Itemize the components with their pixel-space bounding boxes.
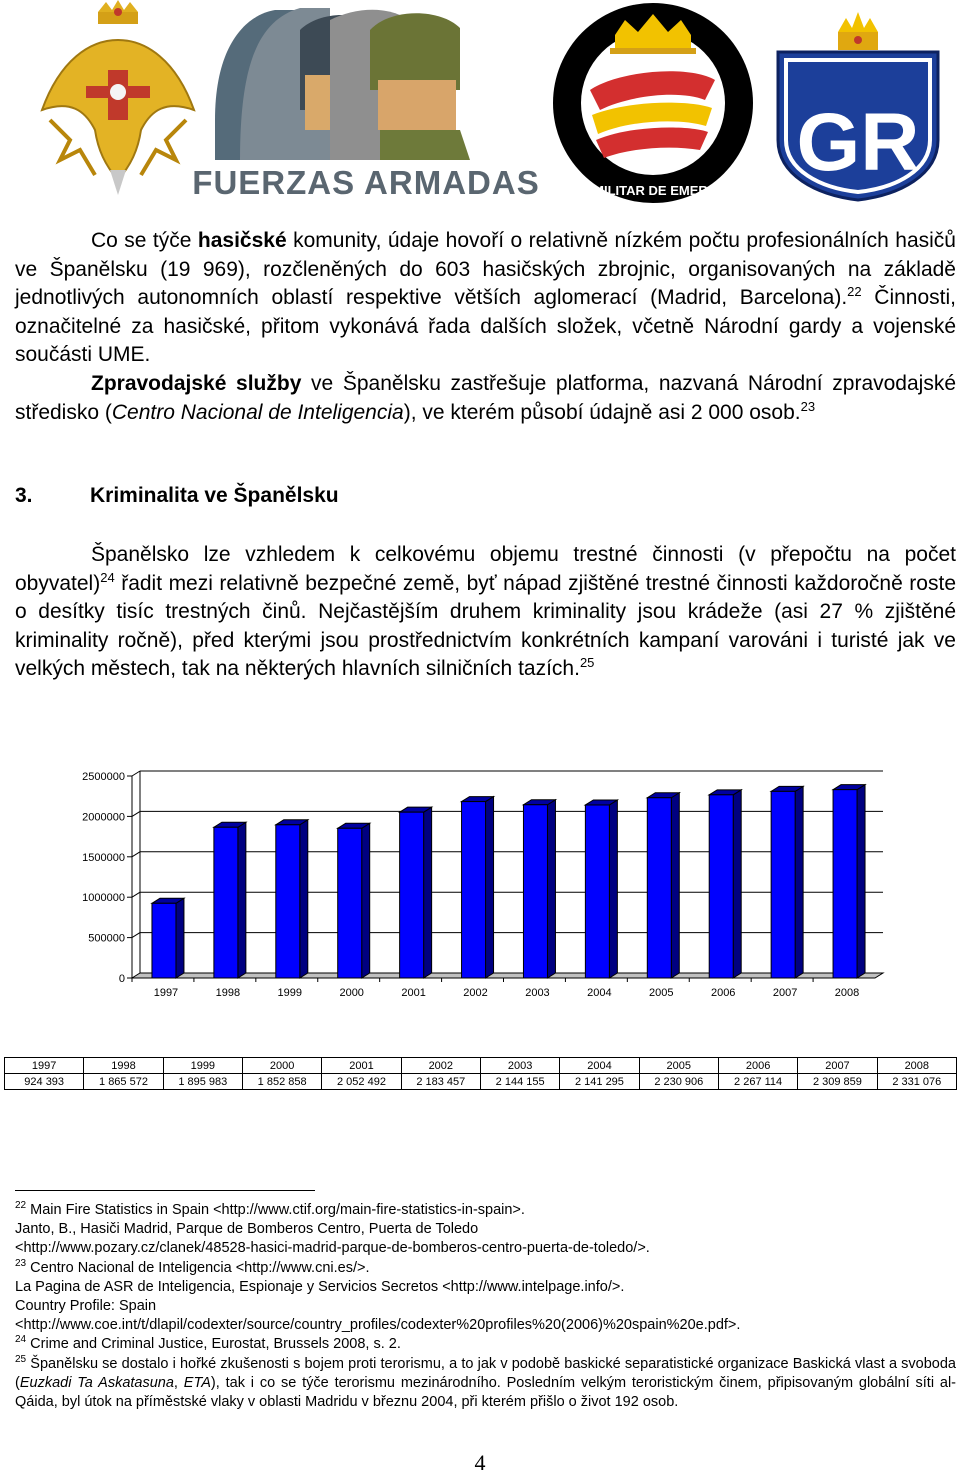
chart-bar xyxy=(462,802,486,978)
emph-zpravodajske-sluzby: Zpravodajské služby xyxy=(91,371,302,395)
chart-gridline-diag xyxy=(132,771,140,776)
footnote-ref-22: 22 xyxy=(847,284,862,300)
table-cell-value: 2 267 114 xyxy=(718,1074,797,1090)
table-cell-year: 2000 xyxy=(242,1058,321,1074)
page-number: 4 xyxy=(474,1450,486,1475)
chart-y-tick-label: 2500000 xyxy=(82,771,125,783)
table-cell-value: 1 865 572 xyxy=(84,1074,163,1090)
chart-bar-side xyxy=(176,898,184,978)
crime-data-table xyxy=(4,1057,957,1090)
table-cell-year: 2003 xyxy=(480,1058,559,1074)
section-number: 3. xyxy=(15,484,33,507)
chart-bar-side xyxy=(857,785,865,978)
table-cell-value: 2 230 906 xyxy=(639,1074,718,1090)
footnote-23: $^{23}$ Centro Nacional de Inteligencia <http://www.cni.es/>. xyxy=(15,1257,370,1276)
footnote-22-link[interactable]: <http://www.pozary.cz/clanek/48528-hasici-madrid-parque-de-bomberos-centro-puerta-de-toledo/>. xyxy=(15,1240,650,1257)
table-cell-year: 2002 xyxy=(401,1058,480,1074)
chart-bar-side xyxy=(486,797,494,978)
footnote-separator xyxy=(15,1190,315,1191)
chart-x-tick-label: 2004 xyxy=(587,987,612,999)
chart-bar xyxy=(214,827,238,978)
section-heading xyxy=(15,484,339,508)
table-row-values xyxy=(5,1074,957,1090)
chart-bar xyxy=(709,795,733,978)
footnote-23-link[interactable]: <http://www.coe.int/t/dlapil/codexter/source/country_profiles/codexter%20profiles%20(2006)%20spain%20e.pdf>. xyxy=(15,1317,741,1334)
footnote-25: $^{25}$ Španělsku se dostalo i hořké zkušenosti s bojem proti terorismu, a to jak v podobě baskické separatistické organizace Baskická vlast a svoboda (Euzkadi Ta Askatasuna, ETA), tak i co se týče terorismu mezinárodního. Posledním velkým teroristickým činem, připisovaným globální síti al-Qáida, byl útok na příměstské vlaky v oblasti Madridu v březnu 2004, při kterém přišlo o život 192 osob. xyxy=(15,1353,957,1411)
ume-ring-text: UNIDAD MILITAR DE EMERGENCIAS xyxy=(539,183,767,198)
chart-bar-side xyxy=(362,823,370,978)
table-cell-year: 2008 xyxy=(877,1058,956,1074)
chart-bar-side xyxy=(424,807,432,978)
footnote-24: $^{24}$ Crime and Criminal Justice, Eurostat, Brussels 2008, s. 2. xyxy=(15,1334,401,1353)
footnote-ref-23: 23 xyxy=(800,398,816,414)
table-cell-year: 1999 xyxy=(163,1058,242,1074)
chart-y-tick-label: 0 xyxy=(118,973,125,985)
chart-bar-side xyxy=(671,793,679,978)
table-cell-year: 1998 xyxy=(84,1058,163,1074)
chart-bar xyxy=(152,903,176,978)
table-cell-value: 2 052 492 xyxy=(322,1074,401,1090)
table-cell-value: 2 183 457 xyxy=(401,1074,480,1090)
chart-gridline-diag xyxy=(132,852,140,857)
chart-x-tick-label: 2002 xyxy=(463,987,488,999)
paragraph-crime: Španělsko lze vzhledem k celkovému objemu trestné činnosti (v přepočtu na počet obyvatel)$^{24}$ řadit mezi relativně bezpečné země, byť nápad zjištěné trestné činnosti každoročně roste o desítky tisíc trestných činů. Nejčastějším druhem kriminality jsou krádeže (asi 27 % zjištěné kriminality ročně), před kterými jsou prostřednictvím konkrétních kampaní varováni i turisté jak ve velkých městech, tak na některých hlavních silničních tazích.$^{25}$ xyxy=(15,543,956,681)
chart-bar-side xyxy=(300,820,308,978)
table-cell-value: 2 309 859 xyxy=(798,1074,877,1090)
chart-x-tick-label: 2001 xyxy=(401,987,426,999)
crime-bar-chart xyxy=(0,760,960,1010)
ume-emblem-icon xyxy=(539,3,767,203)
chart-x-tick-label: 1998 xyxy=(215,987,241,999)
body-paragraphs-crime xyxy=(15,541,956,684)
table-cell-year: 2004 xyxy=(560,1058,639,1074)
chart-y-tick-label: 500000 xyxy=(88,932,125,945)
footnotes xyxy=(15,1201,956,1412)
chart-x-tick-label: 2007 xyxy=(772,987,798,999)
chart-x-tick-label: 1999 xyxy=(277,987,303,999)
table-cell-value: 1 852 858 xyxy=(242,1074,321,1090)
table-cell-year: 2001 xyxy=(322,1058,401,1074)
table-cell-year: 2006 xyxy=(718,1058,797,1074)
footnote-22: $^{22}$ Main Fire Statistics in Spain <http://www.ctif.org/main-fire-statistics-in-spain>. xyxy=(15,1200,525,1218)
table-cell-year: 2007 xyxy=(798,1058,877,1074)
chart-bar xyxy=(276,825,300,978)
chart-bar xyxy=(771,791,795,978)
table-cell-value: 2 141 295 xyxy=(560,1074,639,1090)
chart-bar xyxy=(833,790,857,978)
table-row-years xyxy=(5,1058,957,1074)
fuerzas-armadas-text: FUERZAS ARMADAS xyxy=(192,164,540,201)
chart-gridline-diag xyxy=(132,811,140,816)
chart-y-tick-label: 1000000 xyxy=(82,892,125,905)
footnote-ref-24: 24 xyxy=(100,569,115,585)
chart-bar xyxy=(647,798,671,978)
chart-bar-side xyxy=(238,822,246,978)
chart-bar xyxy=(523,805,547,978)
chart-bar-side xyxy=(547,800,555,978)
logo-banner xyxy=(0,0,960,205)
chart-x-tick-label: 1997 xyxy=(153,987,179,999)
chart-x-tick-label: 2005 xyxy=(649,987,674,999)
paragraph-firefighters: Co se týče hasičské komunity, údaje hovoří o relativně nízkém počtu profesionálních hasičů ve Španělsku (19 969), rozčleněných do 603 hasičských zbrojnic, organisovaných na základě jednotlivých autonomních oblastí respektive větších aglomerací (Madrid, Barcelona).$^{22}$ Činnosti, označitelné za hasičské, přitom vykonává řada dalších složek, včetně Národní gardy a vojenské součásti UME. xyxy=(15,229,956,367)
bar-chart-svg xyxy=(0,760,960,1010)
chart-bar xyxy=(338,828,362,978)
chart-bar-side xyxy=(795,786,803,978)
chart-x-tick-label: 2006 xyxy=(710,987,736,999)
chart-x-tick-label: 2008 xyxy=(834,987,860,999)
chart-gridline-diag xyxy=(132,933,140,938)
section-title: Kriminalita ve Španělsku xyxy=(90,484,339,507)
chart-x-tick-label: 2003 xyxy=(525,987,550,999)
chart-x-tick-label: 2000 xyxy=(339,987,364,999)
paragraph-intelligence: Zpravodajské služby ve Španělsku zastřešuje platforma, nazvaná Národní zpravodajské středisko (Centro Nacional de Inteligencia), ve kterém působí údajně asi 2 000 osob.$^{23}$ xyxy=(15,371,957,424)
chart-bar xyxy=(400,812,424,978)
chart-y-tick-label: 1500000 xyxy=(82,851,125,864)
chart-y-tick-label: 2000000 xyxy=(82,811,125,824)
emph-hasicske: hasičské xyxy=(197,229,287,252)
chart-gridline-diag xyxy=(132,892,140,897)
body-paragraphs xyxy=(15,227,956,427)
footnote-22-line2: Janto, B., Hasiči Madrid, Parque de Bomberos Centro, Puerta de Toledo xyxy=(15,1221,479,1238)
table-cell-value: 2 331 076 xyxy=(877,1074,956,1090)
chart-bar xyxy=(585,805,609,978)
army-emblem-icon xyxy=(42,0,194,195)
fuerzas-armadas-logo xyxy=(192,8,539,201)
table-cell-value: 1 895 983 xyxy=(163,1074,242,1090)
footnote-23-line2: La Pagina de ASR de Inteligencia, Espionaje y Servicios Secretos <http://www.intelpage.info/>. xyxy=(15,1278,625,1295)
chart-bar-side xyxy=(609,800,617,978)
table-cell-year: 2005 xyxy=(639,1058,718,1074)
chart-bar-side xyxy=(733,790,741,978)
footnote-23-line3: Country Profile: Spain xyxy=(15,1298,157,1315)
table-cell-value: 924 393 xyxy=(5,1074,84,1090)
guardia-civil-monogram: GR xyxy=(796,97,920,188)
table-cell-value: 2 144 155 xyxy=(480,1074,559,1090)
table-cell-year: 1997 xyxy=(5,1058,84,1074)
guardia-civil-shield-icon xyxy=(778,12,938,200)
footnote-ref-25: 25 xyxy=(579,655,595,671)
